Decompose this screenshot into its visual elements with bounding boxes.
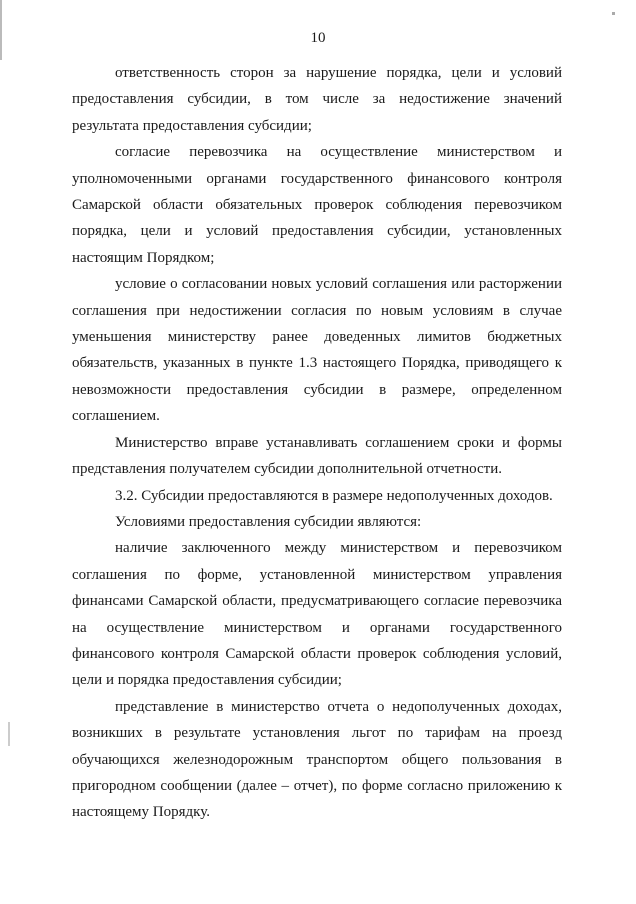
paragraph: представление в министерство отчета о недополученных доходах, возникших в результате установления льгот по тарифам на проезд обучающихся железнодорожным транспортом общего пользования в пригородном сообщении (далее – отчет), по форме согласно приложению к настоящему Порядку. [72, 698, 562, 821]
paragraph: Условиями предоставления субсидии являются: [115, 513, 422, 530]
document-body [72, 60, 562, 826]
paragraph: условие о согласовании новых условий соглашения или расторжении соглашения при недостижении согласия по новым условиям в случае уменьшения министерству ранее доведенных лимитов бюджетных обязательств, указанных в пункте 1.3 настоящего Порядка, приводящего к невозможности предоставления субсидии в размере, определенном соглашением. [72, 276, 562, 425]
paragraph: наличие заключенного между министерством и перевозчиком соглашения по форме, установленной министерством управления финансами Самарской области, предусматривающего согласие перевозчика на осуществление министерством и органами государственного финансового контроля Самарской области проверок соблюдения условий, цели и порядка предоставления субсидии; [72, 540, 562, 689]
scan-speck [612, 12, 615, 15]
paragraph: согласие перевозчика на осуществление министерством и уполномоченными органами государственного финансового контроля Самарской области обязательных проверок соблюдения перевозчиком порядка, цели и условий предоставления субсидии, установленных настоящим Порядком; [72, 144, 562, 266]
scan-speck [8, 722, 10, 746]
paragraph: ответственность сторон за нарушение порядка, цели и условий предоставления субсидии, в том числе за недостижение значений результата предоставления субсидии; [72, 65, 562, 134]
paragraph: 3.2. Субсидии предоставляются в размере недополученных доходов. [115, 487, 553, 504]
paragraph: Министерство вправе устанавливать соглашением сроки и формы представления получателем субсидии дополнительной отчетности. [72, 434, 562, 478]
page-number: 10 [310, 30, 326, 46]
scan-edge-mark [0, 0, 2, 60]
